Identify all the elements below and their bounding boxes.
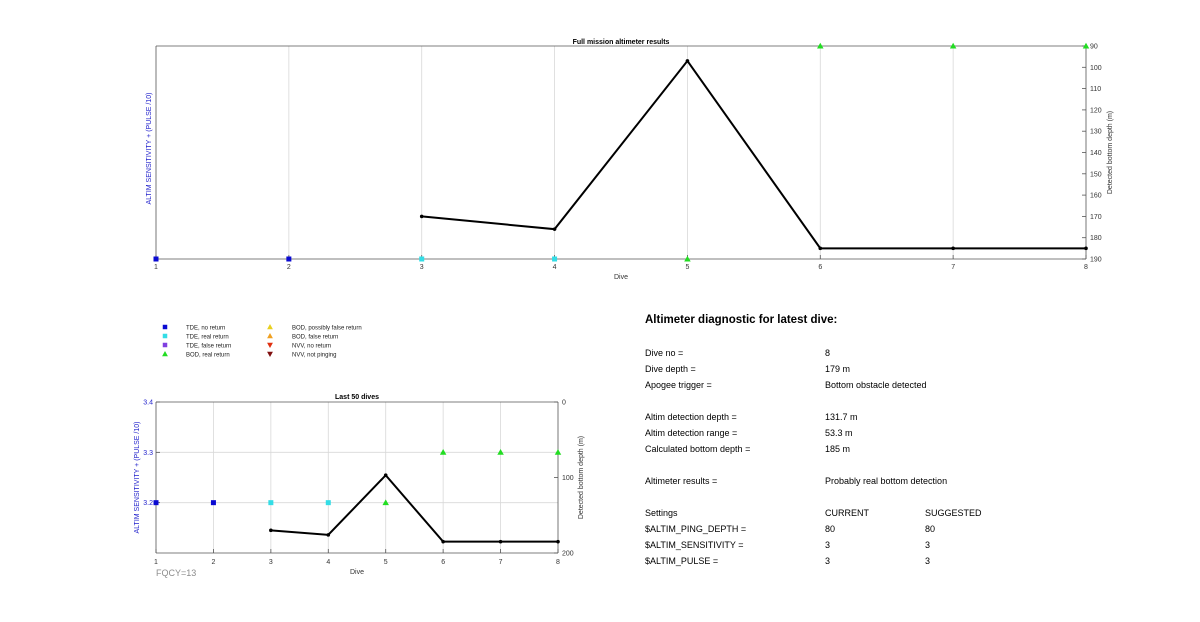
status-marker xyxy=(419,257,424,262)
y-left-tick-label: 3.4 xyxy=(143,399,153,407)
depth-point xyxy=(269,529,273,533)
diag-value-dive-no: 8 xyxy=(825,348,831,358)
y-right-tick-label: 180 xyxy=(1090,235,1102,243)
depth-point xyxy=(818,247,822,251)
status-marker xyxy=(497,449,504,455)
status-marker xyxy=(286,257,291,262)
setting-suggested-sensitivity: 3 xyxy=(925,540,931,550)
y-right-tick-label: 200 xyxy=(562,550,574,558)
depth-point xyxy=(326,533,330,537)
diag-label-calculated-bottom-depth: Calculated bottom depth = xyxy=(645,444,751,454)
legend-label: TDE, no return xyxy=(186,325,226,332)
legend-marker xyxy=(267,333,273,338)
status-marker xyxy=(154,257,159,262)
y-right-tick-label: 100 xyxy=(1090,64,1102,72)
y-right-tick-label: 100 xyxy=(562,475,574,482)
depth-series-line xyxy=(271,475,558,541)
status-marker xyxy=(555,449,562,455)
depth-point xyxy=(686,59,690,63)
diag-value-altim-detection-depth: 131.7 m xyxy=(825,412,858,422)
diag-value-apogee-trigger: Bottom obstacle detected xyxy=(825,380,927,390)
status-marker xyxy=(1083,43,1090,49)
diag-label-dive-depth: Dive depth = xyxy=(645,364,696,374)
x-tick-label: 6 xyxy=(818,264,823,271)
status-marker xyxy=(211,500,216,505)
depth-point xyxy=(420,215,424,219)
legend-label: BOD, false return xyxy=(292,334,339,341)
status-marker xyxy=(552,257,557,262)
legend-marker xyxy=(267,352,273,357)
legend-label: TDE, real return xyxy=(186,334,229,341)
status-marker xyxy=(382,499,389,505)
settings-header-current: CURRENT xyxy=(825,508,869,518)
status-marker xyxy=(326,500,331,505)
depth-point xyxy=(384,473,388,477)
x-tick-label: 5 xyxy=(383,559,388,566)
diag-label-altim-detection-depth: Altim detection depth = xyxy=(645,412,737,422)
last-50-dives-plot xyxy=(134,394,585,576)
x-axis-label: Dive xyxy=(349,569,365,576)
settings-header-label: Settings xyxy=(645,508,678,518)
x-tick-label: 3 xyxy=(419,264,424,271)
status-marker xyxy=(154,500,159,505)
diag-label-dive-no: Dive no = xyxy=(645,348,684,358)
x-tick-label: 6 xyxy=(441,559,446,566)
depth-point xyxy=(556,540,560,544)
y-left-axis-label: ALTIM SENSITIVITY + (PULSE /10) xyxy=(146,92,153,205)
legend-label: BOD, possibly false return xyxy=(292,325,362,332)
x-tick-label: 8 xyxy=(556,559,560,566)
x-tick-label: 4 xyxy=(552,264,557,271)
x-tick-label: 7 xyxy=(498,559,503,566)
diag-value-altim-detection-range: 53.3 m xyxy=(825,428,853,438)
depth-point xyxy=(951,247,955,251)
diag-value-altimeter-results: Probably real bottom detection xyxy=(825,476,948,486)
y-left-axis-label: ALTIM SENSITIVITY + (PULSE /10) xyxy=(134,421,141,534)
setting-suggested-ping-depth: 80 xyxy=(925,524,936,534)
legend-marker xyxy=(163,343,168,348)
x-tick-label: 8 xyxy=(1084,264,1088,271)
diag-value-dive-depth: 179 m xyxy=(825,364,851,374)
setting-current-sensitivity: 3 xyxy=(825,540,831,550)
status-marker xyxy=(684,256,691,262)
chart-title: Full mission altimeter results xyxy=(572,39,670,46)
legend-label: NVV, no return xyxy=(292,343,332,350)
status-marker xyxy=(440,449,447,455)
y-right-tick-label: 150 xyxy=(1090,171,1102,179)
x-tick-label: 2 xyxy=(211,559,216,566)
legend-label: TDE, false return xyxy=(186,343,232,350)
y-right-tick-label: 160 xyxy=(1090,192,1102,200)
legend-marker xyxy=(267,324,273,329)
x-tick-label: 1 xyxy=(154,264,158,271)
x-tick-label: 4 xyxy=(326,559,331,566)
marker-legend xyxy=(162,324,362,358)
diag-label-altimeter-results: Altimeter results = xyxy=(645,476,718,486)
diag-label-altim-detection-range: Altim detection range = xyxy=(645,428,738,438)
chart-title: Last 50 dives xyxy=(335,394,379,401)
depth-series-line xyxy=(422,61,1086,248)
setting-current-ping-depth: 80 xyxy=(825,524,836,534)
x-tick-label: 2 xyxy=(286,264,291,271)
depth-point xyxy=(553,227,557,231)
legend-marker xyxy=(267,343,273,348)
diag-label-apogee-trigger: Apogee trigger = xyxy=(645,380,712,390)
y-right-tick-label: 170 xyxy=(1090,213,1102,221)
legend-marker xyxy=(163,334,168,339)
settings-header-suggested: SUGGESTED xyxy=(925,508,982,518)
diagnostic-title: Altimeter diagnostic for latest dive: xyxy=(645,314,838,326)
status-marker xyxy=(817,43,824,49)
depth-point xyxy=(441,540,445,544)
status-marker xyxy=(950,43,957,49)
full-mission-plot xyxy=(146,39,1114,281)
depth-point xyxy=(1084,247,1088,251)
y-right-axis-label: Detected bottom depth (m) xyxy=(1107,110,1114,195)
depth-point xyxy=(499,540,503,544)
setting-label-sensitivity: $ALTIM_SENSITIVITY = xyxy=(645,540,744,550)
legend-marker xyxy=(162,351,168,356)
x-tick-label: 5 xyxy=(685,264,690,271)
legend-label: NVV, not pinging xyxy=(292,352,337,359)
setting-suggested-pulse: 3 xyxy=(925,556,931,566)
x-tick-label: 7 xyxy=(951,264,956,271)
fqcy-footnote: FQCY=13 xyxy=(156,568,197,578)
x-axis-label: Dive xyxy=(613,274,629,281)
legend-marker xyxy=(163,325,168,330)
y-right-tick-label: 0 xyxy=(562,399,566,407)
y-right-tick-label: 90 xyxy=(1090,43,1098,51)
y-right-tick-label: 110 xyxy=(1090,86,1102,94)
setting-label-ping-depth: $ALTIM_PING_DEPTH = xyxy=(645,524,747,534)
y-left-tick-label: 3.3 xyxy=(143,449,153,457)
y-right-tick-label: 130 xyxy=(1090,128,1102,136)
y-right-tick-label: 190 xyxy=(1090,256,1102,264)
y-right-axis-label: Detected bottom depth (m) xyxy=(578,435,585,520)
x-tick-label: 1 xyxy=(154,559,158,566)
diag-value-calculated-bottom-depth: 185 m xyxy=(825,444,851,454)
status-marker xyxy=(268,500,273,505)
x-tick-label: 3 xyxy=(268,559,273,566)
legend-label: BOD, real return xyxy=(186,352,230,359)
setting-label-pulse: $ALTIM_PULSE = xyxy=(645,556,719,566)
y-left-tick-label: 3.2 xyxy=(143,500,153,508)
setting-current-pulse: 3 xyxy=(825,556,831,566)
y-right-tick-label: 120 xyxy=(1090,107,1102,115)
y-right-tick-label: 140 xyxy=(1090,150,1102,157)
